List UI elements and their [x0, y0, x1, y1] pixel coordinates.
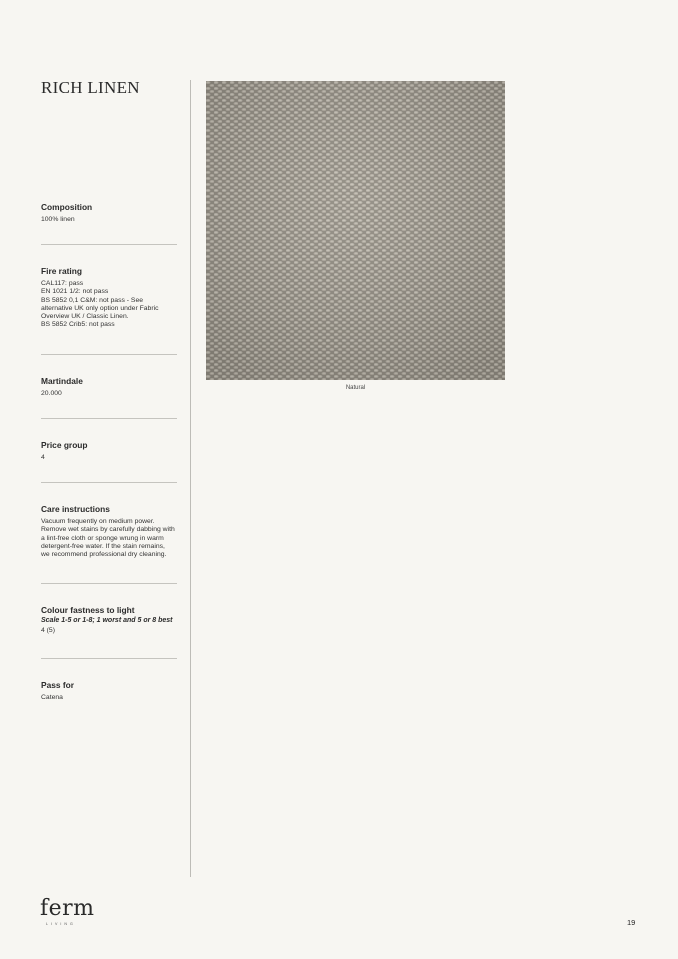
- section-pass-for: [41, 680, 177, 702]
- section-subheading: Scale 1-5 or 1-8; 1 worst and 5 or 8 best: [41, 617, 173, 624]
- section-line: Catena: [41, 694, 63, 701]
- section-martindale: [41, 376, 177, 398]
- section-fire-rating: [41, 266, 177, 330]
- section-composition: [41, 202, 177, 224]
- section-line: 100% linen: [41, 216, 75, 223]
- section-line: EN 1021 1/2: not pass: [41, 288, 109, 296]
- section-price-group: [41, 440, 177, 462]
- section-line: we recommend professional dry cleaning.: [41, 551, 167, 559]
- section-line: BS 5852 Crib5: not pass: [41, 321, 115, 329]
- section-heading: Pass for: [41, 680, 75, 690]
- section-line: BS 5852 0,1 C&M: not pass - See: [41, 296, 144, 304]
- logo-wordmark: ferm: [40, 896, 95, 921]
- ferm-living-logo: [40, 898, 100, 926]
- page-number: 19: [627, 918, 636, 927]
- section-line: 4: [41, 454, 45, 461]
- page-title: RICH LINEN: [41, 78, 140, 97]
- section-heading: Care instructions: [41, 504, 110, 514]
- section-line: Overview UK / Classic Linen.: [41, 313, 129, 321]
- fabric-swatch-image: [206, 81, 505, 380]
- vertical-divider: [190, 80, 191, 877]
- section-colour-fastness: [41, 605, 177, 635]
- logo-tagline: LIVING: [46, 922, 76, 926]
- section-heading: Composition: [41, 202, 93, 212]
- section-divider: [41, 583, 177, 584]
- swatch-caption: Natural: [345, 385, 366, 391]
- section-heading: Price group: [41, 440, 88, 450]
- section-line: Remove wet stains by carefully dabbing with: [41, 526, 175, 534]
- section-line: CAL117: pass: [41, 280, 84, 287]
- section-line: a lint-free cloth or sponge wrung in warm: [41, 534, 164, 542]
- section-divider: [41, 354, 177, 355]
- section-line: detergent-free water. If the stain remains,: [41, 542, 165, 550]
- section-line: alternative UK only option under Fabric: [41, 304, 159, 312]
- section-heading: Fire rating: [41, 266, 82, 276]
- section-heading: Martindale: [41, 376, 83, 386]
- section-heading: Colour fastness to light: [41, 605, 135, 615]
- section-line: Vacuum frequently on medium power.: [41, 518, 155, 525]
- section-divider: [41, 658, 177, 659]
- section-line: 20.000: [41, 390, 62, 397]
- section-divider: [41, 244, 177, 245]
- section-care-instructions: [41, 504, 177, 559]
- section-divider: [41, 418, 177, 419]
- section-divider: [41, 482, 177, 483]
- section-line: 4 (5): [41, 627, 55, 634]
